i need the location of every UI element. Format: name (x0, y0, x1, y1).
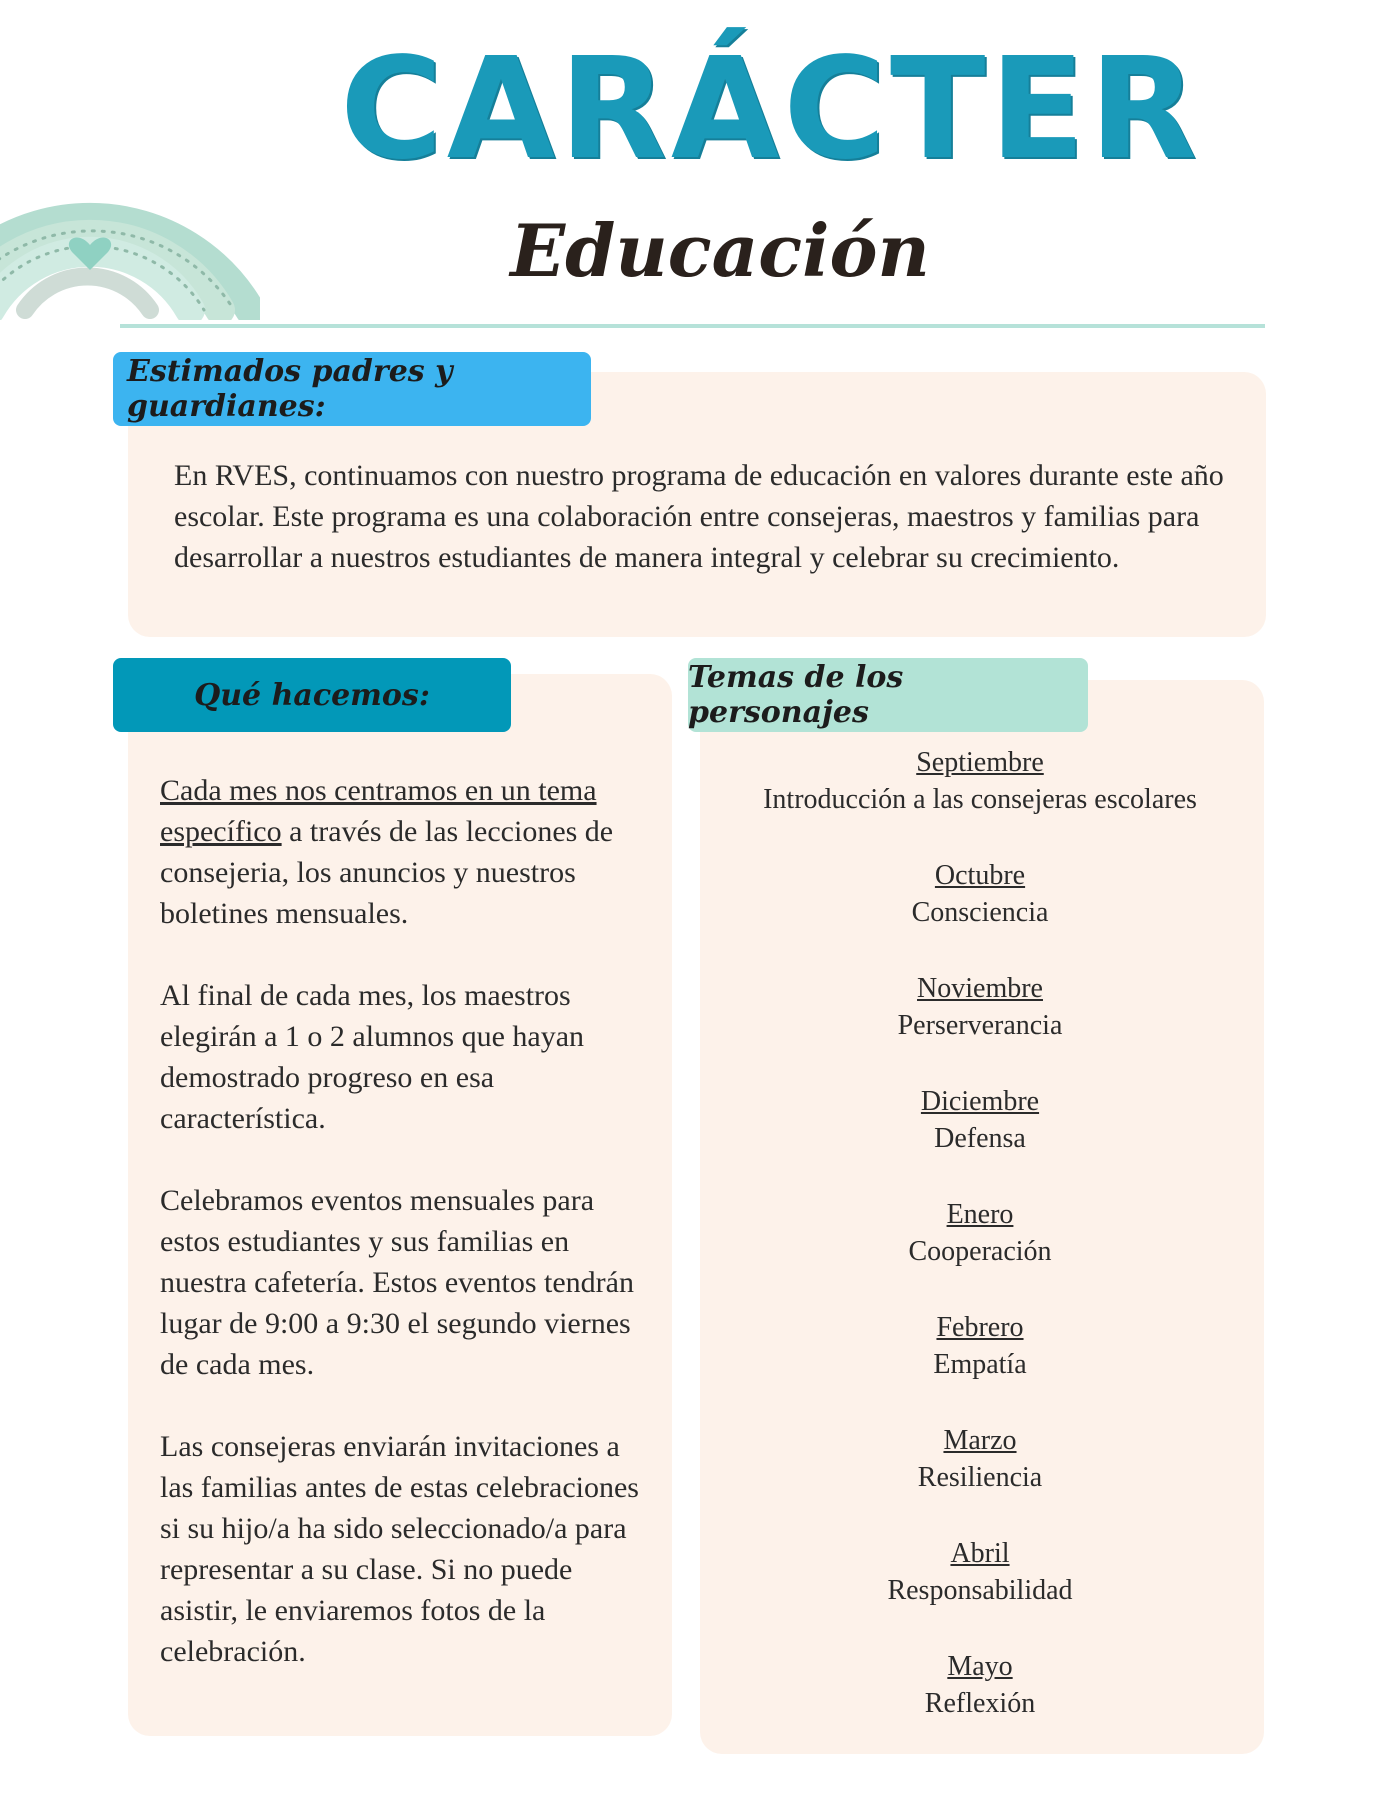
intro-heading: Estimados padres y guardianes: (113, 352, 591, 426)
paragraph-monthly-theme: Cada mes nos centramos en un tema específico a través de las lecciones de consejeria, los anuncios y nuestros boletines mensuales. (160, 774, 614, 930)
month-item (720, 970, 1240, 1083)
rainbow-decoration (0, 30, 260, 320)
month-name: Noviembre (917, 973, 1043, 1004)
page-title: CARÁCTER (340, 28, 1201, 191)
month-name: Septiembre (916, 747, 1044, 778)
month-list (720, 744, 1240, 1761)
intro-text: En RVES, continuamos con nuestro programa de educación en valores durante este año escolar. Este programa es una colaboración entre consejeras, maestros y familias para desarrollar a nuestros estudiantes de manera integral y celebrar su crecimiento. (174, 459, 1224, 574)
month-name: Octubre (934, 860, 1026, 891)
month-item (720, 1083, 1240, 1196)
month-theme: Responsabilidad (887, 1575, 1073, 1606)
paragraph-invitations: Las consejeras enviarán invitaciones a las familias antes de estas celebraciones si su hijo/a ha sido seleccionado/a para representar a su clase. Si no puede asistir, le enviaremos fotos de la celebración. (160, 1430, 639, 1668)
month-name: Mayo (947, 1651, 1013, 1682)
underlined-phrase: Cada mes nos centramos en un tema específico (160, 774, 597, 848)
month-name: Abril (950, 1538, 1010, 1569)
month-name: Diciembre (920, 1086, 1040, 1117)
month-name: Enero (946, 1199, 1014, 1230)
month-item (720, 744, 1240, 857)
month-theme: Cooperación (908, 1236, 1052, 1267)
month-theme: Perserverancia (897, 1010, 1063, 1041)
month-theme: Resiliencia (917, 1462, 1043, 1493)
month-item (720, 1309, 1240, 1422)
month-item (720, 1196, 1240, 1309)
month-theme: Introducción a las consejeras escolares (763, 784, 1197, 815)
paragraph-events: Celebramos eventos mensuales para estos estudiantes y sus familias en nuestra cafetería. Estos eventos tendrán lugar de 9:00 a 9:30 el segundo viernes de cada mes. (160, 1184, 634, 1381)
month-theme: Defensa (934, 1123, 1026, 1154)
month-item (720, 857, 1240, 970)
month-name: Marzo (943, 1425, 1017, 1456)
character-themes-heading: Temas de los personajes (688, 658, 1088, 732)
page-subtitle: Educación (510, 208, 930, 293)
month-item (720, 1422, 1240, 1535)
month-item (720, 1535, 1240, 1648)
month-theme: Empatía (933, 1349, 1027, 1380)
header-divider (120, 324, 1265, 328)
month-theme: Consciencia (911, 897, 1049, 928)
month-name: Febrero (936, 1312, 1024, 1343)
what-we-do-text (160, 770, 650, 1713)
what-we-do-heading: Qué hacemos: (113, 658, 511, 732)
month-theme: Reflexión (924, 1688, 1036, 1719)
paragraph-selection: Al final de cada mes, los maestros elegirán a 1 o 2 alumnos que hayan demostrado progreso en esa característica. (160, 979, 585, 1135)
month-item (720, 1648, 1240, 1761)
